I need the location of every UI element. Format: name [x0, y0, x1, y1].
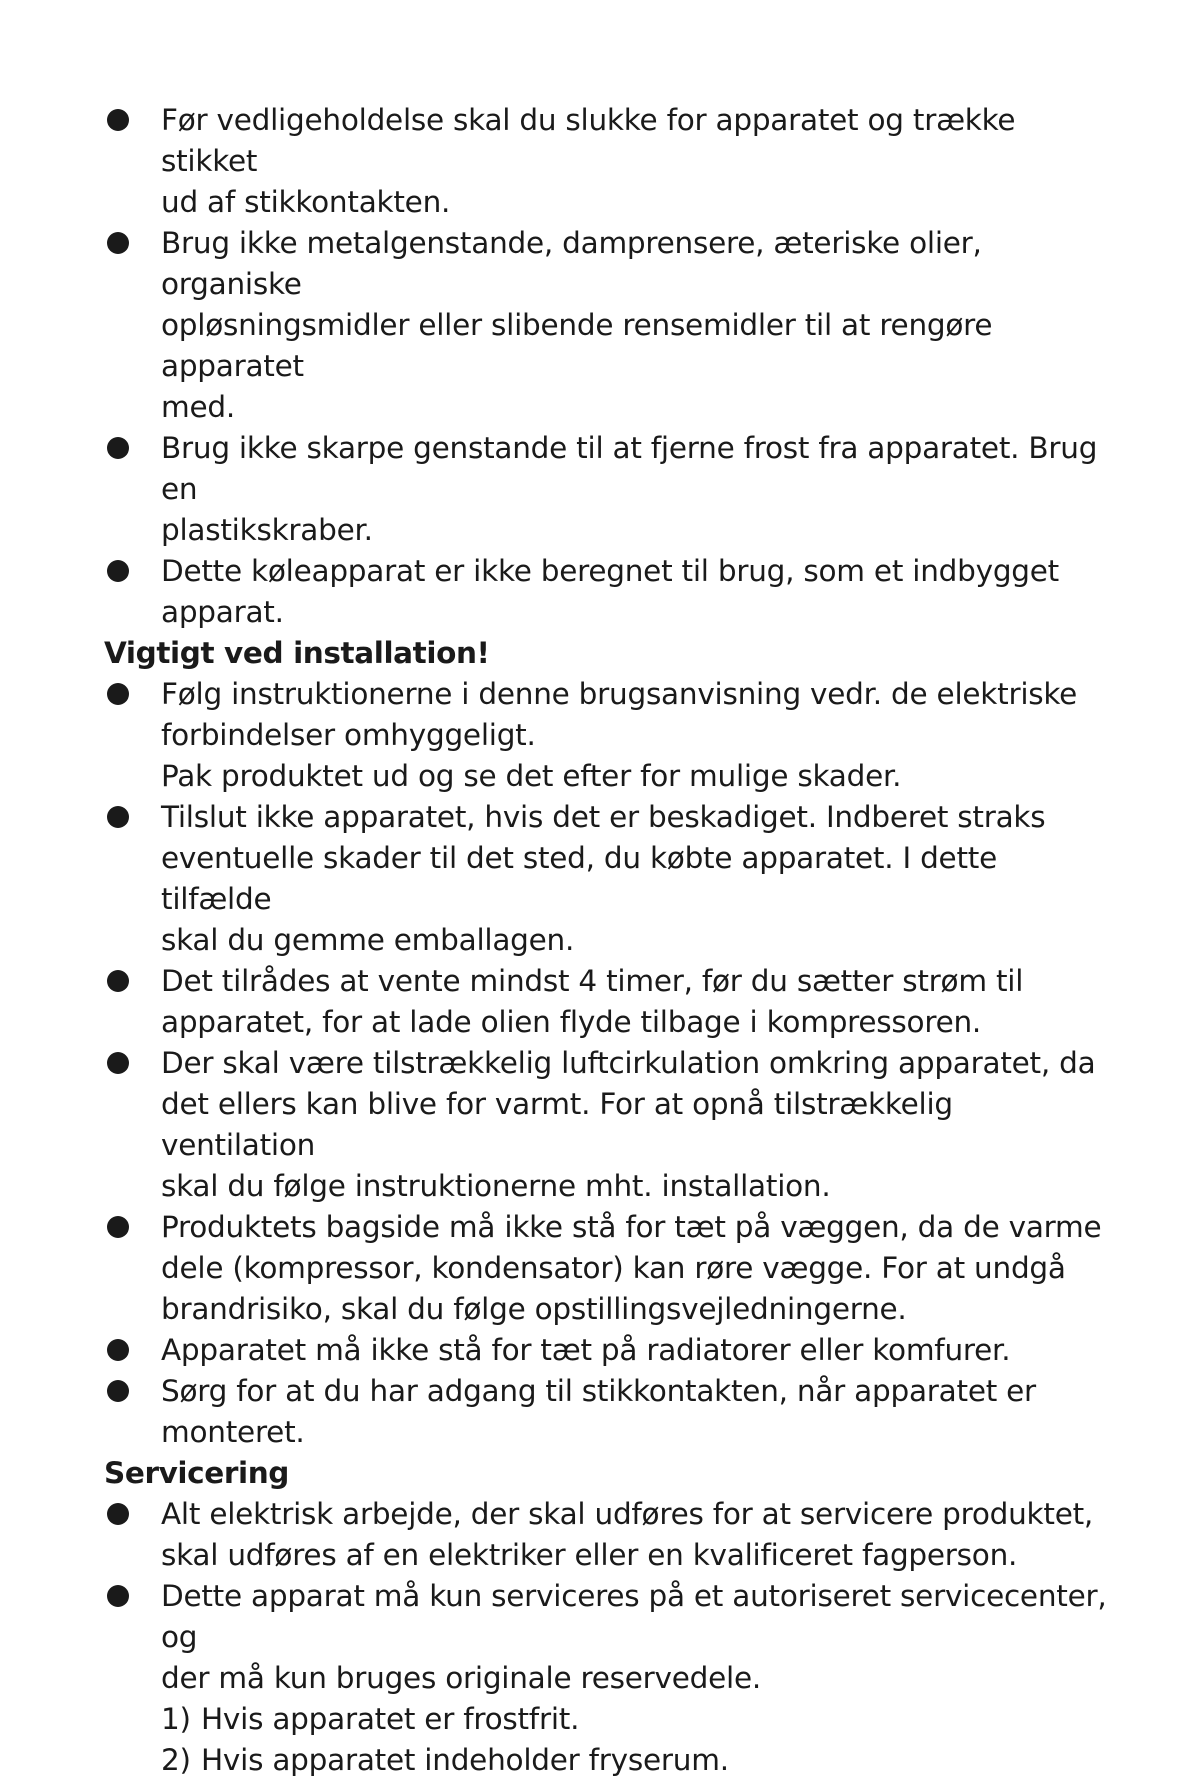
footnote-marker: 2)	[161, 1743, 191, 1777]
bullet-icon	[107, 1585, 129, 1607]
bullet-icon	[107, 970, 129, 992]
footnotes	[104, 1699, 1114, 1781]
bullet-icon	[107, 1216, 129, 1238]
list-item: Der skal være tilstrækkelig luftcirkulation omkring apparatet, da det ellers kan blive for varmt. For at opnå tilstrækkelig ventilation skal du følge instruktionerne mht. installation.	[104, 1043, 1114, 1207]
maintenance-list	[104, 100, 1114, 633]
bullet-icon	[107, 806, 129, 828]
servicing-list	[104, 1494, 1114, 1699]
servicing-heading: Servicering	[104, 1456, 290, 1490]
installation-heading: Vigtigt ved installation!	[104, 636, 490, 670]
list-item: Brug ikke skarpe genstande til at fjerne frost fra apparatet. Brug en plastikskraber.	[104, 428, 1114, 551]
bullet-icon	[107, 683, 129, 705]
bullet-icon	[107, 1380, 129, 1402]
list-item: Dette apparat må kun serviceres på et autoriseret servicecenter, og der må kun bruges originale reservedele.	[104, 1576, 1114, 1699]
footnote	[104, 1699, 1114, 1740]
bullet-icon	[107, 109, 129, 131]
list-item: Sørg for at du har adgang til stikkontakten, når apparatet er monteret.	[104, 1371, 1114, 1453]
list-item: Dette køleapparat er ikke beregnet til brug, som et indbygget apparat.	[104, 551, 1114, 633]
bullet-icon	[107, 232, 129, 254]
list-item: Alt elektrisk arbejde, der skal udføres for at servicere produktet, skal udføres af en elektriker eller en kvalificeret fagperson.	[104, 1494, 1114, 1576]
list-item: Følg instruktionerne i denne brugsanvisning vedr. de elektriske forbindelser omhyggeligt. Pak produktet ud og se det efter for mulige skader.	[104, 674, 1114, 797]
footnote-marker: 1)	[161, 1702, 191, 1736]
list-item: Apparatet må ikke stå for tæt på radiatorer eller komfurer.	[104, 1330, 1114, 1371]
bullet-icon	[107, 1503, 129, 1525]
bullet-icon	[107, 1052, 129, 1074]
footnote-text: Hvis apparatet er frostfrit.	[201, 1702, 580, 1736]
list-item: Det tilrådes at vente mindst 4 timer, før du sætter strøm til apparatet, for at lade olien flyde tilbage i kompressoren.	[104, 961, 1114, 1043]
list-item: Tilslut ikke apparatet, hvis det er beskadiget. Indberet straks eventuelle skader til det sted, du købte apparatet. I dette tilfælde skal du gemme emballagen.	[104, 797, 1114, 961]
footnote-text: Hvis apparatet indeholder fryserum.	[201, 1743, 729, 1777]
bullet-icon	[107, 1339, 129, 1361]
list-item: Brug ikke metalgenstande, damprensere, æteriske olier, organiske opløsningsmidler eller slibende rensemidler til at rengøre apparatet med.	[104, 223, 1114, 428]
list-item: Produktets bagside må ikke stå for tæt på væggen, da de varme dele (kompressor, kondensator) kan røre vægge. For at undgå brandrisiko, skal du følge opstillingsvejledningerne.	[104, 1207, 1114, 1330]
bullet-icon	[107, 437, 129, 459]
footnote	[104, 1740, 1114, 1781]
content-block	[104, 100, 1114, 1781]
bullet-icon	[107, 560, 129, 582]
installation-list	[104, 674, 1114, 1453]
list-item: Før vedligeholdelse skal du slukke for apparatet og trække stikket ud af stikkontakten.	[104, 100, 1114, 223]
